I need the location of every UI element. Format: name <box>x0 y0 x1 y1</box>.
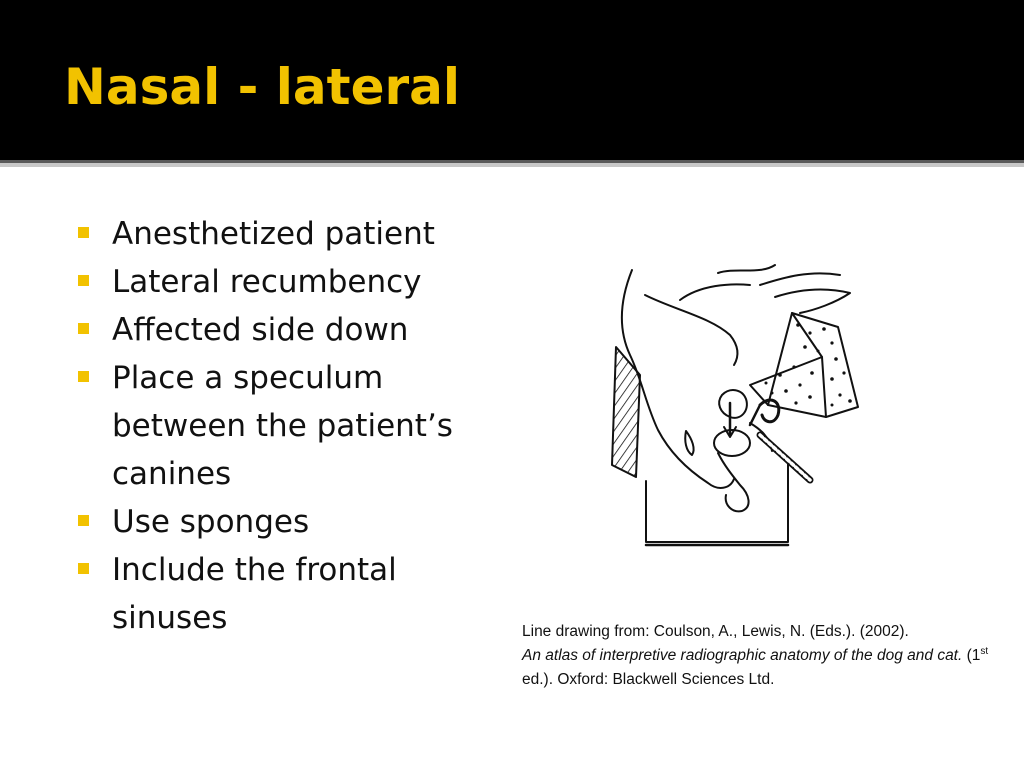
square-bullet-icon <box>78 371 89 382</box>
caption-source: Line drawing from: Coulson, A., Lewis, N. (Eds.). (2002). <box>522 623 909 640</box>
header-divider-light <box>0 163 1024 167</box>
square-bullet-icon <box>78 323 89 334</box>
bullet-text: Use sponges <box>112 504 310 540</box>
bullet-text: Anesthetized patient <box>112 216 435 252</box>
bullet-item <box>78 306 498 354</box>
image-credit-caption <box>522 620 992 692</box>
bullet-list <box>78 210 498 642</box>
caption-book-title: An atlas of interpretive radiographic anatomy of the dog and cat. <box>522 647 963 664</box>
bullet-item <box>78 354 498 498</box>
caption-publisher: ed.). Oxford: Blackwell Sciences Ltd. <box>522 671 775 688</box>
square-bullet-icon <box>78 563 89 574</box>
dog-head-lateral-drawing <box>600 255 880 555</box>
bullet-item <box>78 498 498 546</box>
square-bullet-icon <box>78 275 89 286</box>
slide-title: Nasal - lateral <box>64 58 461 116</box>
title-band <box>0 0 1024 160</box>
caption-edition-open: (1 <box>962 647 981 664</box>
bullet-text: Affected side down <box>112 312 409 348</box>
bullet-text: Include the frontal sinuses <box>112 552 397 636</box>
square-bullet-icon <box>78 227 89 238</box>
square-bullet-icon <box>78 515 89 526</box>
bullet-item <box>78 210 498 258</box>
bullet-item <box>78 546 498 642</box>
bullet-text: Place a speculum between the patient’s canines <box>112 360 453 492</box>
bullet-item <box>78 258 498 306</box>
bullet-text: Lateral recumbency <box>112 264 422 300</box>
caption-edition-superscript: st <box>980 645 989 657</box>
